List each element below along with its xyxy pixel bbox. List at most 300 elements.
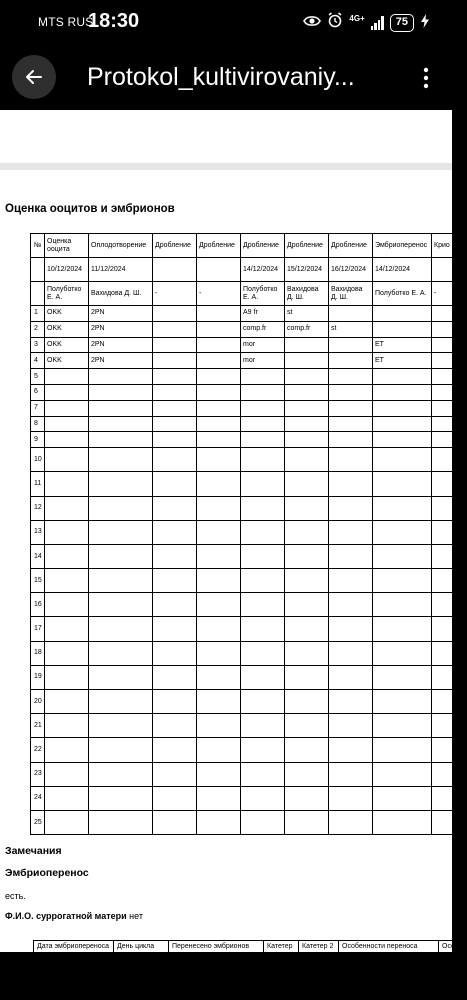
table-cell: 25 (31, 810, 45, 834)
table-cell: 16 (31, 593, 45, 617)
table-header-cell: Особенности переноса (339, 941, 439, 955)
table-cell: 4 (31, 353, 45, 369)
table-cell (153, 384, 197, 400)
table-cell: 10/12/2024 (45, 258, 89, 282)
remarks-heading: Замечания (5, 845, 62, 857)
table-cell (241, 369, 285, 385)
table-cell (241, 738, 285, 762)
table-cell: 22 (31, 738, 45, 762)
table-cell (285, 690, 329, 714)
table-cell (329, 496, 373, 520)
table-cell (197, 520, 241, 544)
table-cell: Крио (432, 234, 467, 258)
table-cell: Дробление (285, 234, 329, 258)
overflow-menu-button[interactable] (410, 62, 442, 94)
surrogate-line (5, 911, 143, 921)
table-cell: ET (373, 353, 432, 369)
table-cell (153, 496, 197, 520)
table-cell (241, 762, 285, 786)
carrier-label: MTS RUS (38, 15, 94, 29)
table-cell (197, 714, 241, 738)
table-cell (197, 306, 241, 322)
table-cell (241, 810, 285, 834)
table-cell: № (31, 234, 45, 258)
table-cell (89, 448, 153, 472)
table-cell: 14/12/2024 (241, 258, 285, 282)
table-cell (373, 416, 432, 432)
table-cell (329, 617, 373, 641)
table-cell (241, 690, 285, 714)
table-cell (45, 714, 89, 738)
table-cell: Полуботко Е. А. (373, 282, 432, 306)
section-title: Оценка ооцитов и эмбрионов (5, 203, 175, 215)
table-cell: - (153, 282, 197, 306)
table-cell (432, 306, 467, 322)
table-cell (432, 321, 467, 337)
table-cell (285, 520, 329, 544)
table-row (31, 690, 467, 714)
table-header-cell: Осо (439, 941, 464, 955)
table-cell: A9 fr (241, 306, 285, 322)
table-cell (432, 544, 467, 568)
clock: 18:30 (88, 10, 140, 32)
table-cell (432, 714, 467, 738)
table-cell (432, 520, 467, 544)
table-cell (197, 641, 241, 665)
table-cell (89, 520, 153, 544)
table-cell (285, 496, 329, 520)
table-cell (197, 762, 241, 786)
table-cell (153, 520, 197, 544)
table-cell (89, 569, 153, 593)
table-cell (197, 400, 241, 416)
table-cell (285, 432, 329, 448)
document-viewer[interactable] (0, 110, 455, 952)
table-cell (45, 544, 89, 568)
table-cell (89, 641, 153, 665)
table-cell (89, 714, 153, 738)
table-row (31, 665, 467, 689)
table-cell (197, 544, 241, 568)
table-cell (285, 448, 329, 472)
table-cell (373, 496, 432, 520)
table-cell (197, 690, 241, 714)
table-cell (432, 448, 467, 472)
table-cell (153, 448, 197, 472)
table-cell (89, 593, 153, 617)
table-cell: Полуботко Е. А. (45, 282, 89, 306)
table-cell (329, 353, 373, 369)
table-row (31, 786, 467, 810)
table-cell: 8 (31, 416, 45, 432)
page-separator (0, 163, 452, 170)
table-cell: Оплодотворение (89, 234, 153, 258)
table-row (31, 337, 467, 353)
table-cell (89, 738, 153, 762)
table-cell (329, 665, 373, 689)
table-cell (329, 520, 373, 544)
table-header-cell: Перенесено эмбрионов (169, 941, 264, 955)
table-cell (45, 384, 89, 400)
table-cell (197, 786, 241, 810)
table-cell: 24 (31, 786, 45, 810)
table-cell: 7 (31, 400, 45, 416)
table-cell: OKK (45, 337, 89, 353)
table-cell (373, 384, 432, 400)
table-cell (373, 665, 432, 689)
network-type-label: 4G+ (349, 13, 365, 23)
table-cell: mor (241, 337, 285, 353)
table-cell (89, 810, 153, 834)
table-row (31, 738, 467, 762)
table-cell: OKK (45, 353, 89, 369)
table-cell (373, 714, 432, 738)
table-cell: 10 (31, 448, 45, 472)
table-cell (197, 416, 241, 432)
table-cell (153, 810, 197, 834)
table-cell (329, 593, 373, 617)
table-cell (329, 337, 373, 353)
table-cell (432, 569, 467, 593)
table-row (31, 400, 467, 416)
table-cell: 23 (31, 762, 45, 786)
table-cell (197, 617, 241, 641)
table-row (31, 496, 467, 520)
table-cell (241, 714, 285, 738)
table-cell (241, 569, 285, 593)
table-cell (432, 593, 467, 617)
table-cell (329, 544, 373, 568)
table-cell (432, 641, 467, 665)
table-cell (285, 617, 329, 641)
table-cell (329, 384, 373, 400)
table-header-cell: Катетер (264, 941, 299, 955)
system-navigation-bar (0, 952, 452, 1000)
table-cell (241, 432, 285, 448)
table-cell: - (197, 282, 241, 306)
table-cell (432, 384, 467, 400)
table-cell (89, 384, 153, 400)
table-cell: Полуботко Е. А. (241, 282, 285, 306)
table-cell: 14 (31, 544, 45, 568)
table-cell (45, 569, 89, 593)
table-cell (197, 569, 241, 593)
table-cell: 9 (31, 432, 45, 448)
table-cell (329, 810, 373, 834)
table-cell (329, 714, 373, 738)
table-cell (329, 448, 373, 472)
table-cell (329, 569, 373, 593)
table-cell (45, 369, 89, 385)
table-cell (373, 400, 432, 416)
table-cell (89, 544, 153, 568)
table-cell (432, 496, 467, 520)
table-cell: 11 (31, 472, 45, 496)
table-row (31, 306, 467, 322)
table-cell (45, 665, 89, 689)
table-cell (432, 369, 467, 385)
table-cell: Дробление (153, 234, 197, 258)
table-cell: Дробление (197, 234, 241, 258)
table-cell (197, 665, 241, 689)
table-cell (373, 690, 432, 714)
table-cell (241, 617, 285, 641)
arrow-left-icon (24, 67, 44, 87)
table-cell (241, 786, 285, 810)
table-cell (329, 786, 373, 810)
table-cell: Вахидова Д. Ш. (285, 282, 329, 306)
table-cell (153, 416, 197, 432)
table-row (31, 593, 467, 617)
battery-indicator: 75 (390, 14, 414, 32)
table-cell (285, 714, 329, 738)
table-row (31, 641, 467, 665)
table-cell (241, 496, 285, 520)
table-cell (45, 617, 89, 641)
table-cell (432, 353, 467, 369)
table-cell: 15 (31, 569, 45, 593)
table-cell (285, 400, 329, 416)
table-cell (329, 369, 373, 385)
table-cell: 12 (31, 496, 45, 520)
table-cell (373, 448, 432, 472)
table-cell (45, 472, 89, 496)
table-cell: Дробление (329, 234, 373, 258)
table-cell (197, 810, 241, 834)
more-vertical-icon (423, 67, 429, 89)
table-cell (89, 762, 153, 786)
table-cell: 2PN (89, 306, 153, 322)
table-cell: Вахидова Д. Ш. (329, 282, 373, 306)
table-cell: Эмбриоперенос (373, 234, 432, 258)
table-cell (153, 690, 197, 714)
table-cell (153, 544, 197, 568)
table-cell (45, 432, 89, 448)
table-cell (285, 544, 329, 568)
signal-icon (371, 16, 384, 30)
table-cell (153, 569, 197, 593)
table-cell (329, 738, 373, 762)
table-cell (31, 282, 45, 306)
table-cell: 19 (31, 665, 45, 689)
table-cell (153, 353, 197, 369)
table-cell (153, 432, 197, 448)
table-cell (285, 810, 329, 834)
table-cell: 18 (31, 641, 45, 665)
table-cell: Вахидова Д. Ш. (89, 282, 153, 306)
surrogate-label: Ф.И.О. суррогатной матери (5, 911, 127, 921)
table-cell (432, 665, 467, 689)
table-cell (153, 337, 197, 353)
table-cell (241, 544, 285, 568)
table-cell (197, 384, 241, 400)
table-cell (241, 448, 285, 472)
table-cell (373, 544, 432, 568)
table-cell (31, 258, 45, 282)
table-cell (89, 786, 153, 810)
table-cell (45, 520, 89, 544)
table-cell (329, 641, 373, 665)
table-cell (153, 738, 197, 762)
table-cell (45, 641, 89, 665)
table-cell: comp.fr (285, 321, 329, 337)
table-cell (432, 617, 467, 641)
table-cell (432, 472, 467, 496)
app-bar (0, 44, 452, 110)
table-cell (329, 472, 373, 496)
table-cell (432, 810, 467, 834)
table-row (31, 617, 467, 641)
table-cell (45, 416, 89, 432)
status-icons (303, 12, 430, 33)
table-cell (89, 416, 153, 432)
table-cell: 3 (31, 337, 45, 353)
table-cell (432, 258, 467, 282)
table-cell (89, 400, 153, 416)
table-cell (285, 762, 329, 786)
table-row (31, 762, 467, 786)
table-row (31, 432, 467, 448)
table-cell (241, 384, 285, 400)
table-cell: Оценка ооцита (45, 234, 89, 258)
table-row (31, 472, 467, 496)
table-row (31, 544, 467, 568)
table-cell (285, 641, 329, 665)
table-cell: 6 (31, 384, 45, 400)
table-row (31, 714, 467, 738)
table-row (31, 384, 467, 400)
table-cell (373, 786, 432, 810)
table-cell: 13 (31, 520, 45, 544)
table-cell (153, 617, 197, 641)
table-row (31, 569, 467, 593)
table-row (31, 448, 467, 472)
table-cell (285, 472, 329, 496)
table-cell: OKK (45, 321, 89, 337)
table-cell (241, 472, 285, 496)
table-cell (285, 416, 329, 432)
table-cell: 21 (31, 714, 45, 738)
table-cell (432, 762, 467, 786)
table-cell: 20 (31, 690, 45, 714)
table-header-row (31, 234, 467, 258)
table-cell (153, 400, 197, 416)
table-cell: st (285, 306, 329, 322)
table-cell (373, 306, 432, 322)
table-cell (45, 448, 89, 472)
table-cell (197, 448, 241, 472)
table-cell: 16/12/2024 (329, 258, 373, 282)
table-cell (285, 384, 329, 400)
table-cell (153, 786, 197, 810)
table-cell (45, 400, 89, 416)
table-cell (197, 472, 241, 496)
table-row (31, 353, 467, 369)
table-staff-row (31, 282, 467, 306)
table-cell (153, 714, 197, 738)
table-dates-row (31, 258, 467, 282)
table-cell (153, 306, 197, 322)
table-cell (45, 738, 89, 762)
table-cell: ET (373, 337, 432, 353)
table-cell (197, 353, 241, 369)
table-cell (89, 369, 153, 385)
table-cell: 17 (31, 617, 45, 641)
table-cell (241, 641, 285, 665)
table-cell (373, 569, 432, 593)
table-cell (45, 762, 89, 786)
table-cell (285, 738, 329, 762)
table-cell (197, 496, 241, 520)
table-cell (285, 569, 329, 593)
table-cell (197, 258, 241, 282)
table-cell: mor (241, 353, 285, 369)
table-cell: comp.fr (241, 321, 285, 337)
table-cell (153, 665, 197, 689)
alarm-clock-icon (327, 12, 343, 33)
table-cell (432, 400, 467, 416)
table-cell (197, 593, 241, 617)
table-row (31, 321, 467, 337)
table-header-cell: Дата эмбриопереноса (34, 941, 114, 955)
table-cell (373, 593, 432, 617)
table-cell (329, 400, 373, 416)
table-cell: 2PN (89, 337, 153, 353)
table-cell (153, 258, 197, 282)
table-cell (153, 762, 197, 786)
document-title: Protokol_kultivirovaniy... (87, 63, 355, 91)
table-cell (197, 337, 241, 353)
table-cell (241, 665, 285, 689)
table-cell: 2PN (89, 353, 153, 369)
table-cell (197, 738, 241, 762)
table-cell (373, 738, 432, 762)
table-cell (197, 321, 241, 337)
oocyte-embryo-table (30, 233, 467, 835)
table-cell (373, 369, 432, 385)
table-cell (89, 665, 153, 689)
table-cell (285, 593, 329, 617)
table-row (31, 416, 467, 432)
table-cell (153, 593, 197, 617)
table-cell: 2PN (89, 321, 153, 337)
table-cell (432, 432, 467, 448)
surrogate-value: нет (129, 911, 143, 921)
table-cell (432, 337, 467, 353)
table-cell: 14/12/2024 (373, 258, 432, 282)
table-cell (197, 432, 241, 448)
table-cell (89, 496, 153, 520)
table-cell: 5 (31, 369, 45, 385)
transfer-heading: Эмбриоперенос (5, 867, 89, 879)
table-cell (285, 337, 329, 353)
table-cell (373, 810, 432, 834)
table-cell (153, 641, 197, 665)
eye-icon (303, 13, 321, 33)
table-cell (241, 400, 285, 416)
table-cell (241, 416, 285, 432)
status-bar (0, 0, 452, 44)
table-cell: 2 (31, 321, 45, 337)
table-cell (285, 353, 329, 369)
table-cell (285, 786, 329, 810)
back-button[interactable] (12, 55, 56, 99)
table-cell (373, 520, 432, 544)
table-cell (241, 520, 285, 544)
table-cell (89, 617, 153, 641)
table-cell (45, 690, 89, 714)
table-cell (373, 432, 432, 448)
